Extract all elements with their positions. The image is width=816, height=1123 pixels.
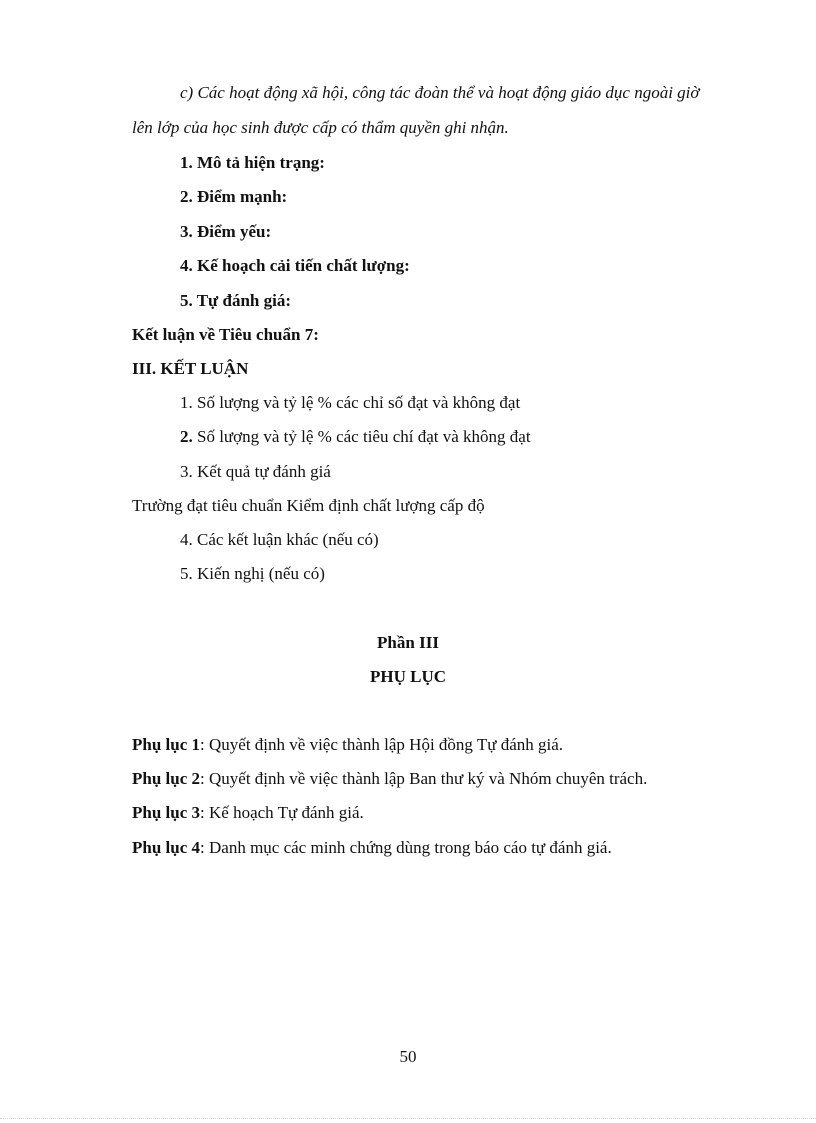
appendix-3-label: Phụ lục 3 [132, 803, 201, 822]
appendix-2-label: Phụ lục 2 [132, 769, 201, 788]
section-c-line-1: c) Các hoạt động xã hội, công tác đoàn thể và hoạt động giáo dục ngoài giờ [180, 83, 700, 102]
conclusion-item-indicators: 1. Số lượng và tỷ lệ % các chỉ số đạt và không đạt [180, 393, 521, 412]
appendix-1-label: Phụ lục 1 [132, 735, 201, 754]
conclusion-item-criteria-number: 2. [180, 427, 193, 446]
appendix-4-text: : Danh mục các minh chứng dùng trong báo cáo tự đánh giá. [200, 838, 612, 857]
assessment-item-improvement-plan: 4. Kế hoạch cải tiến chất lượng: [180, 256, 410, 275]
conclusion-item-self-assessment-result: 3. Kết quả tự đánh giá [180, 462, 331, 481]
appendix-4-label: Phụ lục 4 [132, 838, 201, 857]
conclusion-item-criteria [180, 427, 531, 447]
appendix-3-text: : Kế hoạch Tự đánh giá. [200, 803, 364, 822]
part-3-title: Phần III [377, 633, 439, 652]
assessment-item-strengths: 2. Điểm mạnh: [180, 187, 288, 206]
conclusion-item-recommendations: 5. Kiến nghị (nếu có) [180, 564, 325, 583]
appendix-3 [132, 803, 364, 823]
page-bottom-divider [0, 1118, 816, 1119]
conclusion-item-criteria-text: Số lượng và tỷ lệ % các tiêu chí đạt và không đạt [192, 427, 531, 446]
assessment-item-current-state: 1. Mô tả hiện trạng: [180, 153, 325, 172]
appendix-4 [132, 838, 612, 858]
section-c-line-2: lên lớp của học sinh được cấp có thẩm quyền ghi nhận. [132, 118, 509, 137]
assessment-item-self-assessment: 5. Tự đánh giá: [180, 291, 291, 310]
school-quality-level: Trường đạt tiêu chuẩn Kiểm định chất lượng cấp độ [132, 496, 485, 515]
appendix-1-text: : Quyết định về việc thành lập Hội đồng Tự đánh giá. [200, 735, 564, 754]
part-3-subtitle: PHỤ LỤC [369, 667, 447, 686]
conclusion-item-other: 4. Các kết luận khác (nếu có) [180, 530, 379, 549]
appendix-2-text: : Quyết định về việc thành lập Ban thư ký và Nhóm chuyên trách. [200, 769, 648, 788]
page-number: 50 [399, 1047, 417, 1066]
appendix-1 [132, 735, 563, 755]
assessment-item-weaknesses: 3. Điểm yếu: [180, 222, 272, 241]
appendix-2 [132, 769, 647, 789]
standard-7-conclusion: Kết luận về Tiêu chuẩn 7: [132, 325, 319, 344]
conclusion-heading: III. KẾT LUẬN [132, 359, 249, 378]
